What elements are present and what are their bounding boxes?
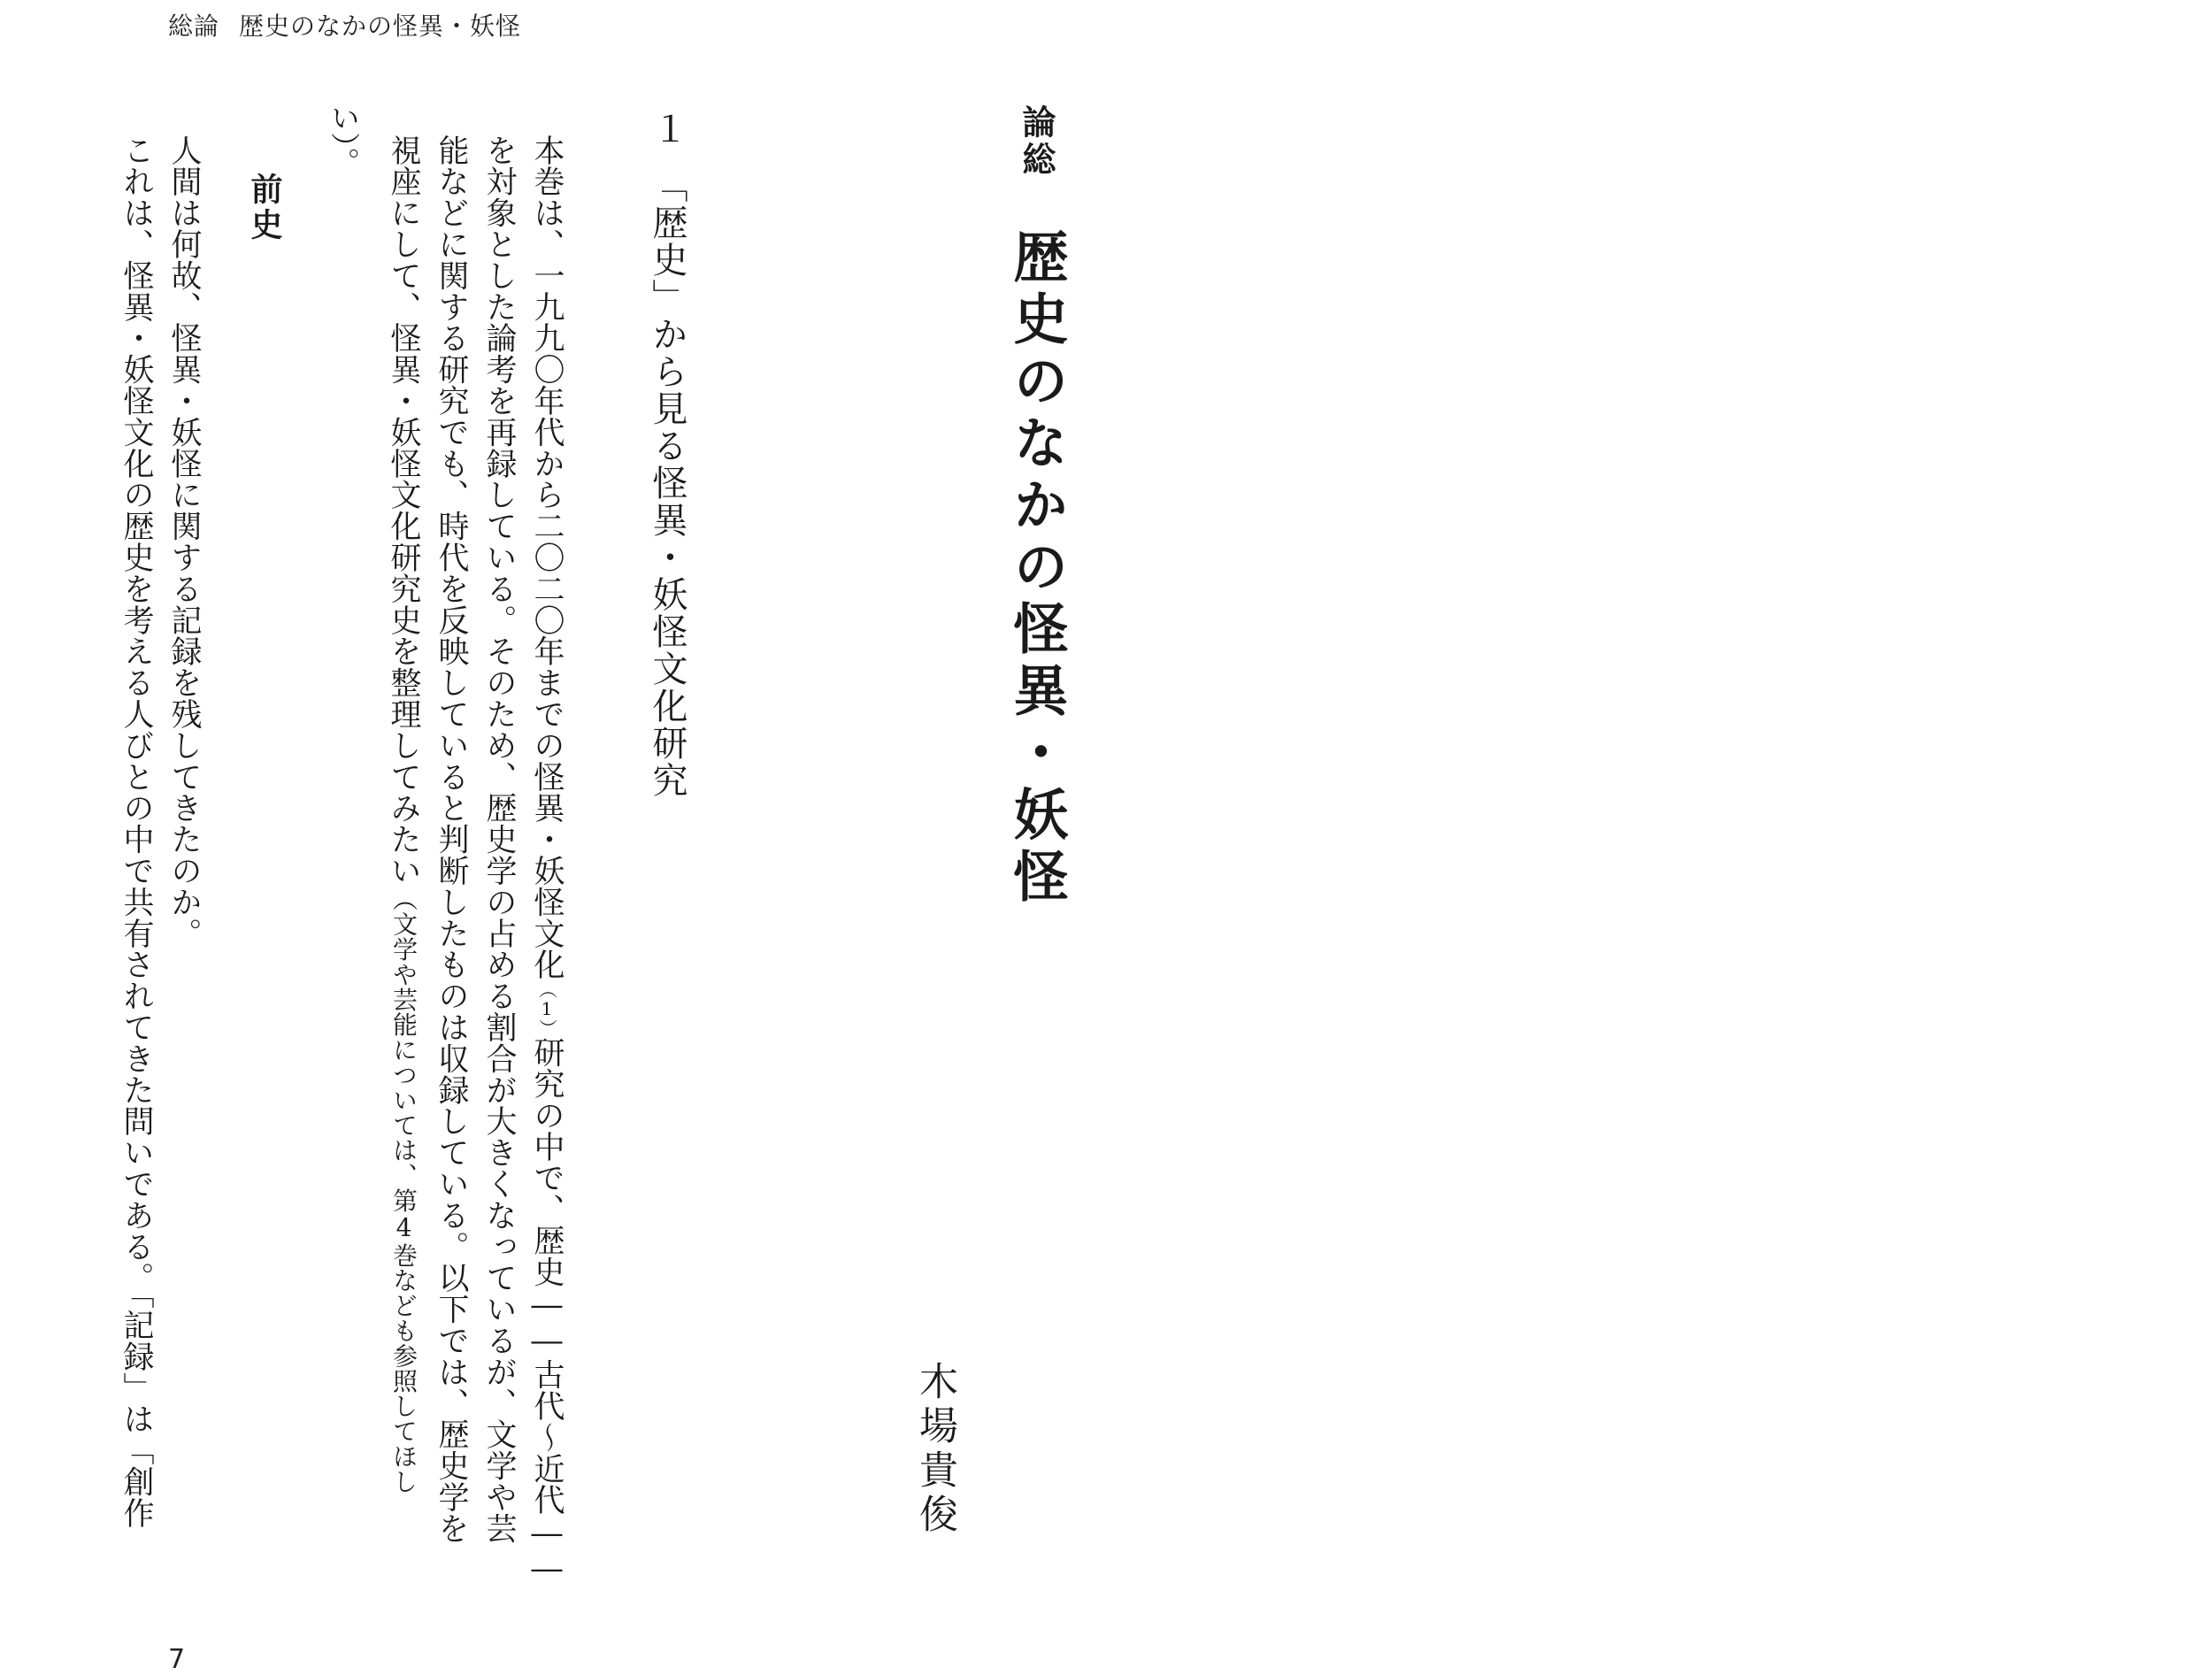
running-head-title: 歴史のなかの怪異・妖怪 [239, 12, 522, 41]
section-label [1017, 104, 1056, 175]
body-line-text: 研究の中で、歴史――古代〜近代―― [529, 1036, 565, 1587]
author-name: 木場貴俊 [912, 1361, 957, 1538]
body-line: を対象とした論考を再録している。そのため、歴史学の占める割合が大きくなっているが、文学や芸 [481, 134, 517, 1544]
body-line-text: 視座にして、怪異・妖怪文化研究史を整理してみたい [386, 134, 421, 887]
running-head-section: 総論 [168, 12, 220, 41]
body-line: 能などに関する研究でも、時代を反映していると判断したものは収録している。以下では、歴史学を [434, 134, 469, 1544]
section-label-char-1: 総 [1017, 142, 1056, 175]
section-heading-1: １ 「歴史」から見る怪異・妖怪文化研究 [647, 111, 687, 799]
parenthetical-note: （文学や芸能については、第4巻なども参照してほし [389, 886, 419, 1494]
body-line [529, 134, 565, 1587]
running-head [168, 7, 521, 42]
article-title: 歴史のなかの怪異・妖怪 [1004, 228, 1069, 910]
body-line: い）。 [326, 103, 361, 177]
body-line-text: 本巻は、一九九〇年代から二〇二〇年までの怪異・妖怪文化 [529, 134, 565, 980]
section-heading-2: 前史 [246, 173, 282, 243]
body-line: これは、怪異・妖怪文化の歴史を考える人びとの中で共有されてきた問いである。「記録」は「創作 [119, 134, 154, 1529]
footnote-marker: （1） [536, 980, 557, 1037]
body-line: 人間は何故、怪異・妖怪に関する記録を残してきたのか。 [166, 134, 202, 949]
body-line [388, 134, 419, 1494]
section-label-char-2: 論 [1017, 104, 1056, 138]
page-number: 7 [168, 1644, 186, 1675]
